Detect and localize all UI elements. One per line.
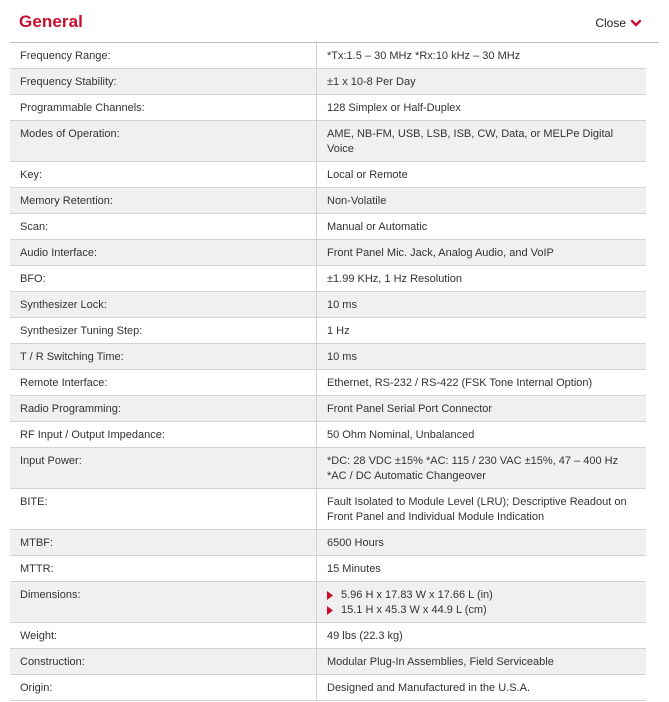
dimension-item — [327, 588, 636, 603]
dimension-text: 15.1 H x 45.3 W x 44.9 L (cm) — [341, 604, 487, 616]
spec-label: Synthesizer Lock: — [10, 292, 317, 318]
table-row — [10, 370, 646, 396]
spec-label: Memory Retention: — [10, 188, 317, 214]
spec-label: BITE: — [10, 489, 317, 530]
table-row — [10, 489, 646, 530]
spec-label: Audio Interface: — [10, 240, 317, 266]
table-row — [10, 292, 646, 318]
spec-value-line: *AC / DC Automatic Changeover — [327, 470, 486, 482]
spec-label: Scan: — [10, 214, 317, 240]
table-row — [10, 675, 646, 701]
close-label: Close — [595, 16, 626, 30]
spec-value: 10 ms — [317, 292, 647, 318]
table-row — [10, 318, 646, 344]
spec-label: Frequency Range: — [10, 43, 317, 69]
spec-label: Input Power: — [10, 448, 317, 489]
section-header — [10, 0, 659, 43]
spec-value: Front Panel Mic. Jack, Analog Audio, and VoIP — [317, 240, 647, 266]
table-row — [10, 188, 646, 214]
spec-value: ±1.99 KHz, 1 Hz Resolution — [317, 266, 647, 292]
spec-value: 50 Ohm Nominal, Unbalanced — [317, 422, 647, 448]
spec-label: Frequency Stability: — [10, 69, 317, 95]
table-row — [10, 121, 646, 162]
spec-label: Modes of Operation: — [10, 121, 317, 162]
spec-value: ±1 x 10-8 Per Day — [317, 69, 647, 95]
spec-label: Radio Programming: — [10, 396, 317, 422]
spec-label: Origin: — [10, 675, 317, 701]
table-row — [10, 266, 646, 292]
spec-value: 1 Hz — [317, 318, 647, 344]
spec-value: Local or Remote — [317, 162, 647, 188]
spec-value: 10 ms — [317, 344, 647, 370]
table-row — [10, 649, 646, 675]
spec-value-line: *DC: 28 VDC ±15% *AC: 115 / 230 VAC ±15%, 47 – 400 Hz — [327, 455, 619, 467]
spec-label: Key: — [10, 162, 317, 188]
caret-right-icon — [327, 606, 333, 615]
table-row — [10, 530, 646, 556]
table-row — [10, 344, 646, 370]
spec-value: 15 Minutes — [317, 556, 647, 582]
spec-value: Modular Plug-In Assemblies, Field Serviceable — [317, 649, 647, 675]
spec-value: Designed and Manufactured in the U.S.A. — [317, 675, 647, 701]
spec-label: BFO: — [10, 266, 317, 292]
spec-table — [10, 43, 646, 701]
spec-value: Front Panel Serial Port Connector — [317, 396, 647, 422]
spec-label: MTTR: — [10, 556, 317, 582]
spec-value: Fault Isolated to Module Level (LRU); Descriptive Readout on Front Panel and Individual Module Indication — [317, 489, 647, 530]
spec-value: Manual or Automatic — [317, 214, 647, 240]
spec-value: Non-Volatile — [317, 188, 647, 214]
table-row — [10, 448, 646, 489]
table-row — [10, 69, 646, 95]
spec-value: *Tx:1.5 – 30 MHz *Rx:10 kHz – 30 MHz — [317, 43, 647, 69]
spec-label: Weight: — [10, 623, 317, 649]
section-title: General — [19, 12, 84, 31]
table-row — [10, 240, 646, 266]
table-row — [10, 162, 646, 188]
spec-label: MTBF: — [10, 530, 317, 556]
spec-value: 128 Simplex or Half-Duplex — [317, 95, 647, 121]
table-row — [10, 396, 646, 422]
spec-label: Dimensions: — [10, 582, 317, 623]
spec-label: RF Input / Output Impedance: — [10, 422, 317, 448]
caret-right-icon — [327, 591, 333, 600]
spec-value: Ethernet, RS-232 / RS-422 (FSK Tone Internal Option) — [317, 370, 647, 396]
dimension-item — [327, 603, 636, 618]
spec-value — [317, 448, 647, 489]
table-row — [10, 214, 646, 240]
spec-value — [317, 582, 647, 623]
dimension-text: 5.96 H x 17.83 W x 17.66 L (in) — [341, 589, 493, 601]
close-button[interactable] — [595, 16, 641, 30]
spec-label: Remote Interface: — [10, 370, 317, 396]
spec-label: Construction: — [10, 649, 317, 675]
spec-label: Synthesizer Tuning Step: — [10, 318, 317, 344]
table-row — [10, 582, 646, 623]
spec-label: Programmable Channels: — [10, 95, 317, 121]
table-row — [10, 422, 646, 448]
table-row — [10, 43, 646, 69]
spec-value: 6500 Hours — [317, 530, 647, 556]
table-row — [10, 623, 646, 649]
spec-value: AME, NB-FM, USB, LSB, ISB, CW, Data, or MELPe Digital Voice — [317, 121, 647, 162]
spec-label: T / R Switching Time: — [10, 344, 317, 370]
spec-value: 49 lbs (22.3 kg) — [317, 623, 647, 649]
table-row — [10, 556, 646, 582]
table-row — [10, 95, 646, 121]
chevron-down-icon — [631, 19, 641, 27]
